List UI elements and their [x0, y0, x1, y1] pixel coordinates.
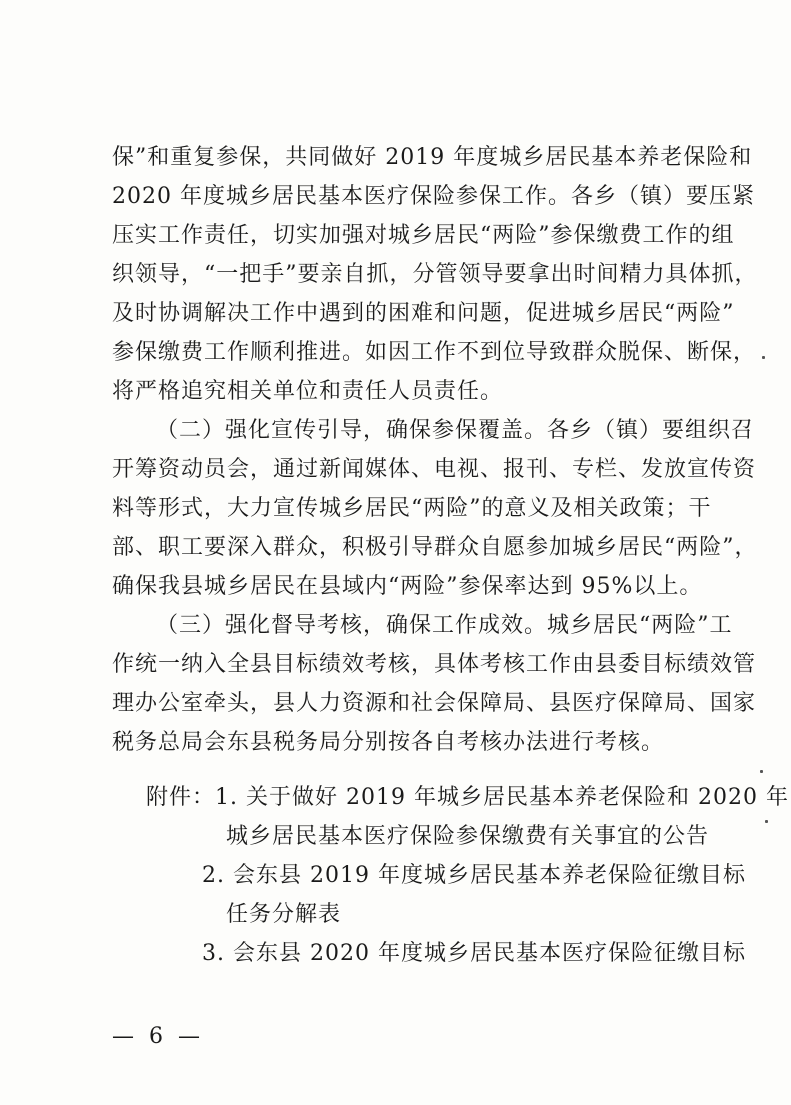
paragraph-line: 参保缴费工作顺利推进。如因工作不到位导致群众脱保、断保，	[112, 340, 757, 365]
attachment-item-3: 3. 会东县 2020 年度城乡居民基本医疗保险征缴目标	[202, 941, 746, 966]
paragraph-line: 料等形式，大力宣传城乡居民“两险”的意义及相关政策；干	[112, 496, 712, 521]
paragraph-line: 确保我县城乡居民在县域内“两险”参保率达到 95%以上。	[112, 574, 703, 599]
paragraph-line: 税务总局会东县税务局分别按各自考核办法进行考核。	[112, 730, 665, 755]
attachments-label-text: 附件：	[146, 785, 216, 810]
paragraph-line: 部、职工要深入群众，积极引导群众自愿参加城乡居民“两险”，	[112, 535, 758, 560]
scan-speck	[760, 770, 763, 773]
paragraph-line: 织领导，“一把手”要亲自抓，分管领导要拿出时间精力具体抓，	[112, 262, 758, 287]
scan-speck	[765, 820, 768, 823]
attachments-label	[146, 783, 789, 813]
section-heading-line: （三）强化督导考核，确保工作成效。城乡居民“两险”工	[156, 613, 733, 638]
paragraph-line: 将严格追究相关单位和责任人员责任。	[112, 379, 504, 404]
section-heading-line: （二）强化宣传引导，确保参保覆盖。各乡（镇）要组织召	[156, 418, 755, 443]
paragraph-line: 开筹资动员会，通过新闻媒体、电视、报刊、专栏、发放宣传资	[112, 457, 757, 482]
paragraph-line: 作统一纳入全县目标绩效考核，具体考核工作由县委目标绩效管	[112, 652, 757, 677]
page-number: — 6 —	[112, 1024, 204, 1049]
paragraph-line: 理办公室牵头，县人力资源和社会保障局、县医疗保障局、国家	[112, 691, 757, 716]
paragraph-line: 保”和重复参保，共同做好 2019 年度城乡居民基本养老保险和	[112, 145, 753, 170]
paragraph-line: 压实工作责任，切实加强对城乡居民“两险”参保缴费工作的组	[112, 223, 735, 248]
attachment-item-2: 2. 会东县 2019 年度城乡居民基本养老保险征缴目标	[202, 863, 746, 888]
paragraph-line: 2020 年度城乡居民基本医疗保险参保工作。各乡（镇）要压紧	[112, 184, 755, 209]
scan-speck	[762, 356, 765, 359]
attachment-item-1: 1. 关于做好 2019 年城乡居民基本养老保险和 2020 年	[215, 785, 789, 810]
paragraph-line: 及时协调解决工作中遇到的困难和问题，促进城乡居民“两险”	[112, 301, 735, 326]
attachment-item-1-continued: 城乡居民基本医疗保险参保缴费有关事宜的公告	[226, 824, 710, 849]
attachment-item-2-continued: 任务分解表	[226, 902, 342, 927]
